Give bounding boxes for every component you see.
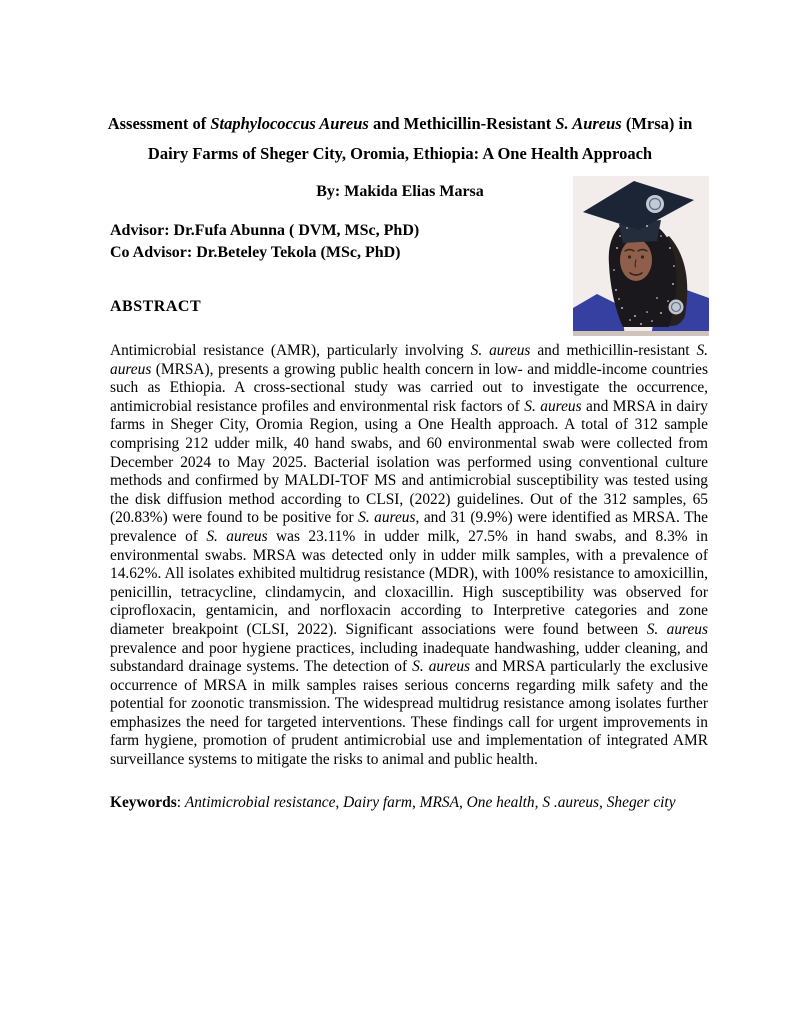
co-advisor-line: Co Advisor: Dr.Beteley Tekola (MSc, PhD) (110, 243, 401, 261)
keywords-text: Antimicrobial resistance, Dairy farm, MRSA, One health, S .aureus, Sheger city (184, 794, 676, 811)
keywords-line (110, 794, 708, 812)
abstract-heading: ABSTRACT (110, 298, 202, 315)
abstract-paragraph: Antimicrobial resistance (AMR), particularly involving S. aureus and methicillin-resistant S. aureus (MRSA), presents a growing public health concern in low- and middle-income countries such as Ethiopia. A cross-sectional study was carried out to investigate the occurrence, antimicrobial resistance profiles and environmental risk factors of S. aureus and MRSA in dairy farms in Sheger City, Oromia Region, using a One Health approach. A total of 312 sample comprising 212 udder milk, 40 hand swabs, and 60 environmental swab were collected from December 2024 to May 2025. Bacterial isolation was performed using conventional culture methods and confirmed by MALDI-TOF MS and antimicrobial susceptibility was tested using the disk diffusion method according to CLSI, (2022) guidelines. Out of the 312 samples, 65 (20.83%) were found to be positive for S. aureus, and 31 (9.9%) were identified as MRSA. The prevalence of S. aureus was 23.11% in udder milk, 27.5% in hand swabs, and 8.3% in environmental swabs. MRSA was detected only in udder milk samples, with a prevalence of 14.62%. All isolates exhibited multidrug resistance (MDR), with 100% resistance to amoxicillin, penicillin, tetracycline, clindamycin, and cloxacillin. High susceptibility was observed for ciprofloxacin, gentamicin, and norfloxacin according to Interpretive categories and zone diameter breakpoint (CLSI, 2022). Significant associations were found between S. aureus prevalence and poor hygiene practices, including inadequate handwashing, udder cleaning, and substandard drainage systems. The detection of S. aureus and MRSA particularly the exclusive occurrence of MRSA in milk samples raises serious concerns regarding milk safety and the potential for zoonotic transmission. The widespread multidrug resistance among isolates further emphasizes the need for targeted interventions. These findings call for urgent improvements in farm hygiene, promotion of prudent antimicrobial use and implementation of integrated AMR surveillance systems to mitigate the risks to animal and public health. (110, 342, 709, 769)
shoulder-emblem (669, 300, 684, 315)
title-line-1: Assessment of Staphylococcus Aureus and Methicillin-Resistant S. Aureus (Mrsa) in (107, 114, 693, 133)
photo-bottom-strip (573, 331, 709, 336)
title-line-2: Dairy Farms of Sheger City, Oromia, Ethiopia: A One Health Approach (147, 144, 653, 163)
graduate-portrait-photo (573, 176, 709, 336)
cap-emblem (646, 195, 664, 213)
advisor-line: Advisor: Dr.Fufa Abunna ( DVM, MSc, PhD) (110, 222, 420, 239)
keywords-separator: : (176, 794, 185, 811)
document-title (100, 109, 700, 169)
keywords-label: Keywords (110, 794, 177, 811)
byline: By: Makida Elias Marsa (316, 183, 484, 200)
advisor-block (110, 220, 419, 263)
